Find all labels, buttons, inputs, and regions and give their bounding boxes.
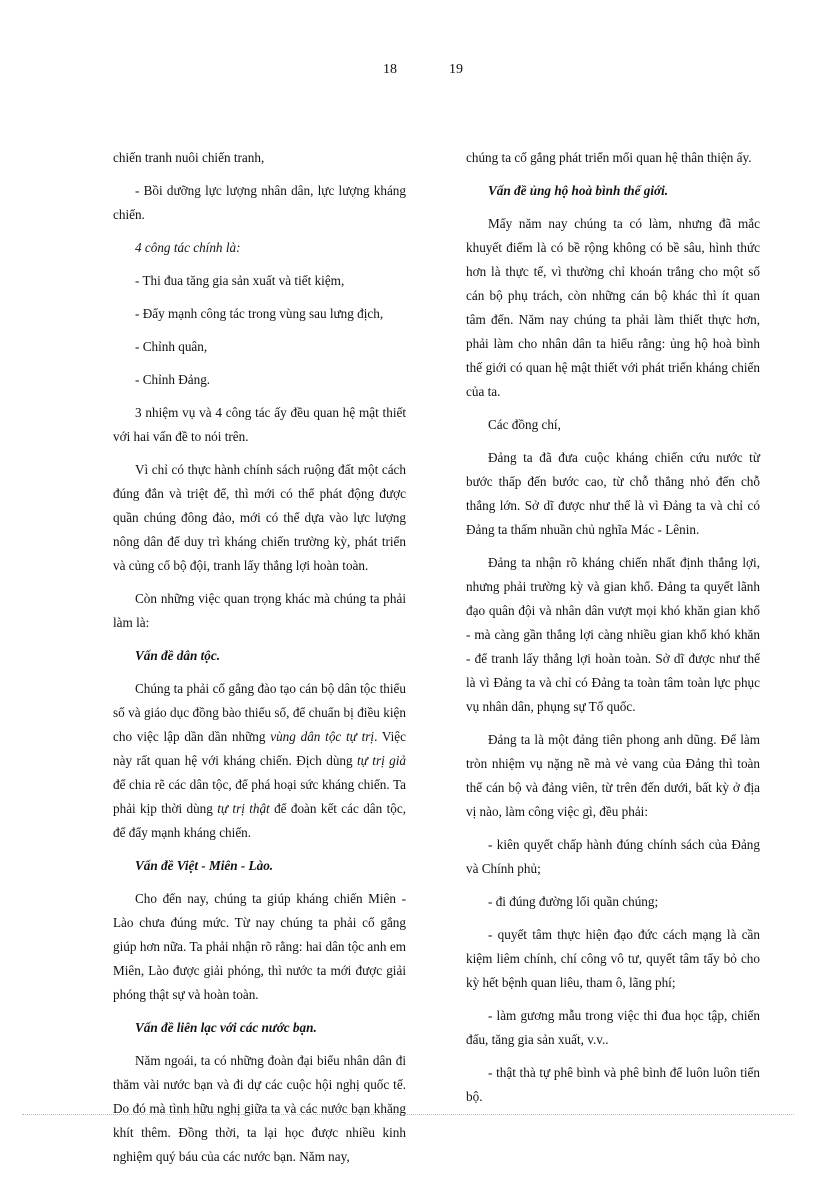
paragraph bbox=[113, 677, 406, 845]
bottom-divider bbox=[22, 1114, 794, 1115]
paragraph: chúng ta cố gắng phát triển mối quan hệ thân thiện ấy. bbox=[466, 150, 752, 165]
page-number-right: 19 bbox=[449, 62, 463, 77]
paragraph: Vì chỉ có thực hành chính sách ruộng đất một cách đúng đắn và triệt để, thì mới có thể phát động được quần chúng đông đảo, mới có thể dựa vào lực lượng nông dân để duy trì kháng chiến trường kỳ, phát triển và củng cố bộ đội, tranh lấy thắng lợi hoàn toàn. bbox=[113, 462, 406, 573]
list-item: - kiên quyết chấp hành đúng chính sách của Đảng và Chính phủ; bbox=[466, 837, 760, 876]
section-heading-liaison: Vấn đề liên lạc với các nước bạn. bbox=[135, 1020, 317, 1035]
text-run: để chia rẽ các dân tộc, để phá hoại sức kháng chiến. Ta phải kịp thời dùng bbox=[113, 777, 406, 816]
paragraph: Đảng ta đã đưa cuộc kháng chiến cứu nước từ bước thấp đến bước cao, từ chỗ thắng nhỏ đến chỗ thắng lớn. Sở dĩ được như thế là vì Đảng ta và chỉ có Đảng ta thấm nhuần chủ nghĩa Mác - Lênin. bbox=[466, 450, 760, 537]
page-number-left: 18 bbox=[383, 62, 397, 77]
paragraph: Cho đến nay, chúng ta giúp kháng chiến Miên - Lào chưa đúng mức. Từ nay chúng ta phải cố gắng giúp hơn nữa. Ta phải nhận rõ rằng: hai dân tộc anh em Miên, Lào được giải phóng, thì nước ta mới được giải phóng thật sự và hoàn toàn. bbox=[113, 891, 406, 1002]
section-heading-vml: Vấn đề Việt - Miên - Lào. bbox=[135, 858, 274, 873]
paragraph: Đảng ta là một đảng tiên phong anh dũng. Để làm tròn nhiệm vụ nặng nề mà vẻ vang của Đảng thì toàn thể cán bộ và đảng viên, từ trên đến dưới, bất kỳ ở địa vị nào, làm công việc gì, đều phải: bbox=[466, 732, 760, 819]
list-item: - Chỉnh Đảng. bbox=[135, 372, 211, 387]
emphasis: tự trị thật bbox=[217, 801, 270, 816]
list-item: - thật thà tự phê bình và phê bình để luôn luôn tiến bộ. bbox=[466, 1065, 760, 1104]
emphasis: tự trị giả bbox=[357, 753, 406, 768]
paragraph: Mấy năm nay chúng ta có làm, nhưng đã mắc khuyết điểm là có bề rộng không có bề sâu, hình thức hơn là thực tế, vì thường chỉ khoán trắng cho một số cán bộ phụ trách, còn những cán bộ khác thì ít quan tâm đến. Năm nay chúng ta phải làm thiết thực hơn, phải làm cho nhân dân ta hiểu rằng: ủng hộ hoà bình thế giới có quan hệ mật thiết với phát triển kháng chiến của ta. bbox=[466, 216, 760, 399]
text-run: để đoàn kết các dân tộc, để đẩy mạnh kháng chiến. bbox=[113, 801, 406, 840]
paragraph: chiến tranh nuôi chiến tranh, bbox=[113, 150, 265, 165]
paragraph: 3 nhiệm vụ và 4 công tác ấy đều quan hệ mật thiết với hai vấn đề to nói trên. bbox=[113, 405, 406, 444]
text-run: . Việc này rất quan hệ với kháng chiến. Địch dùng bbox=[113, 729, 406, 768]
paragraph: Các đồng chí, bbox=[488, 417, 561, 432]
list-item: - quyết tâm thực hiện đạo đức cách mạng là cần kiệm liêm chính, chí công vô tư, quyết tâm tẩy bỏ cho kỳ hết bệnh quan liêu, tham ô, lãng phí; bbox=[466, 927, 760, 990]
emphasis: vùng dân tộc tự trị bbox=[270, 729, 375, 744]
list-item: - Đẩy mạnh công tác trong vùng sau lưng địch, bbox=[135, 306, 384, 321]
list-item: - Chỉnh quân, bbox=[135, 339, 208, 354]
subheading-4-tasks: 4 công tác chính là: bbox=[135, 240, 241, 255]
list-item: - đi đúng đường lối quần chúng; bbox=[488, 894, 659, 909]
text-run: Chúng ta phải cố gắng đào tạo cán bộ dân tộc thiểu số và giáo dục đồng bào thiểu số, để chuẩn bị điều kiện cho việc lập dần dần những bbox=[113, 681, 406, 744]
section-heading-peace: Vấn đề ủng hộ hoà bình thế giới. bbox=[488, 183, 669, 198]
list-item: - làm gương mẫu trong việc thi đua học tập, chiến đấu, tăng gia sản xuất, v.v.. bbox=[466, 1008, 760, 1047]
paragraph: Năm ngoái, ta có những đoàn đại biểu nhân dân đi thăm vài nước bạn và đi dự các cuộc hội nghị quốc tế. Do đó mà tình hữu nghị giữa ta và các nước bạn khăng khít thêm. Đồng thời, ta lại học được nhiều kinh nghiệm quý báu của các nước bạn. Năm nay, bbox=[113, 1053, 406, 1164]
list-item: - Bồi dưỡng lực lượng nhân dân, lực lượng kháng chiến. bbox=[113, 183, 406, 222]
right-column bbox=[466, 146, 760, 1118]
paragraph: Đảng ta nhận rõ kháng chiến nhất định thắng lợi, nhưng phải trường kỳ và gian khổ. Đảng ta quyết lãnh đạo quân đội và nhân dân vượt mọi khó khăn gian khổ - mà càng gần thắng lợi càng nhiều gian khổ khó khăn - để tranh lấy thắng lợi hoàn toàn. Sở dĩ được như thế là vì Đảng ta và chỉ có Đảng ta toàn tâm toàn lực phục vụ nhân dân, phụng sự Tổ quốc. bbox=[466, 555, 760, 714]
paragraph: Còn những việc quan trọng khác mà chúng ta phải làm là: bbox=[113, 591, 406, 630]
section-heading-ethnic: Vấn đề dân tộc. bbox=[135, 648, 220, 663]
left-column bbox=[113, 146, 406, 1178]
list-item: - Thi đua tăng gia sản xuất và tiết kiệm, bbox=[135, 273, 345, 288]
